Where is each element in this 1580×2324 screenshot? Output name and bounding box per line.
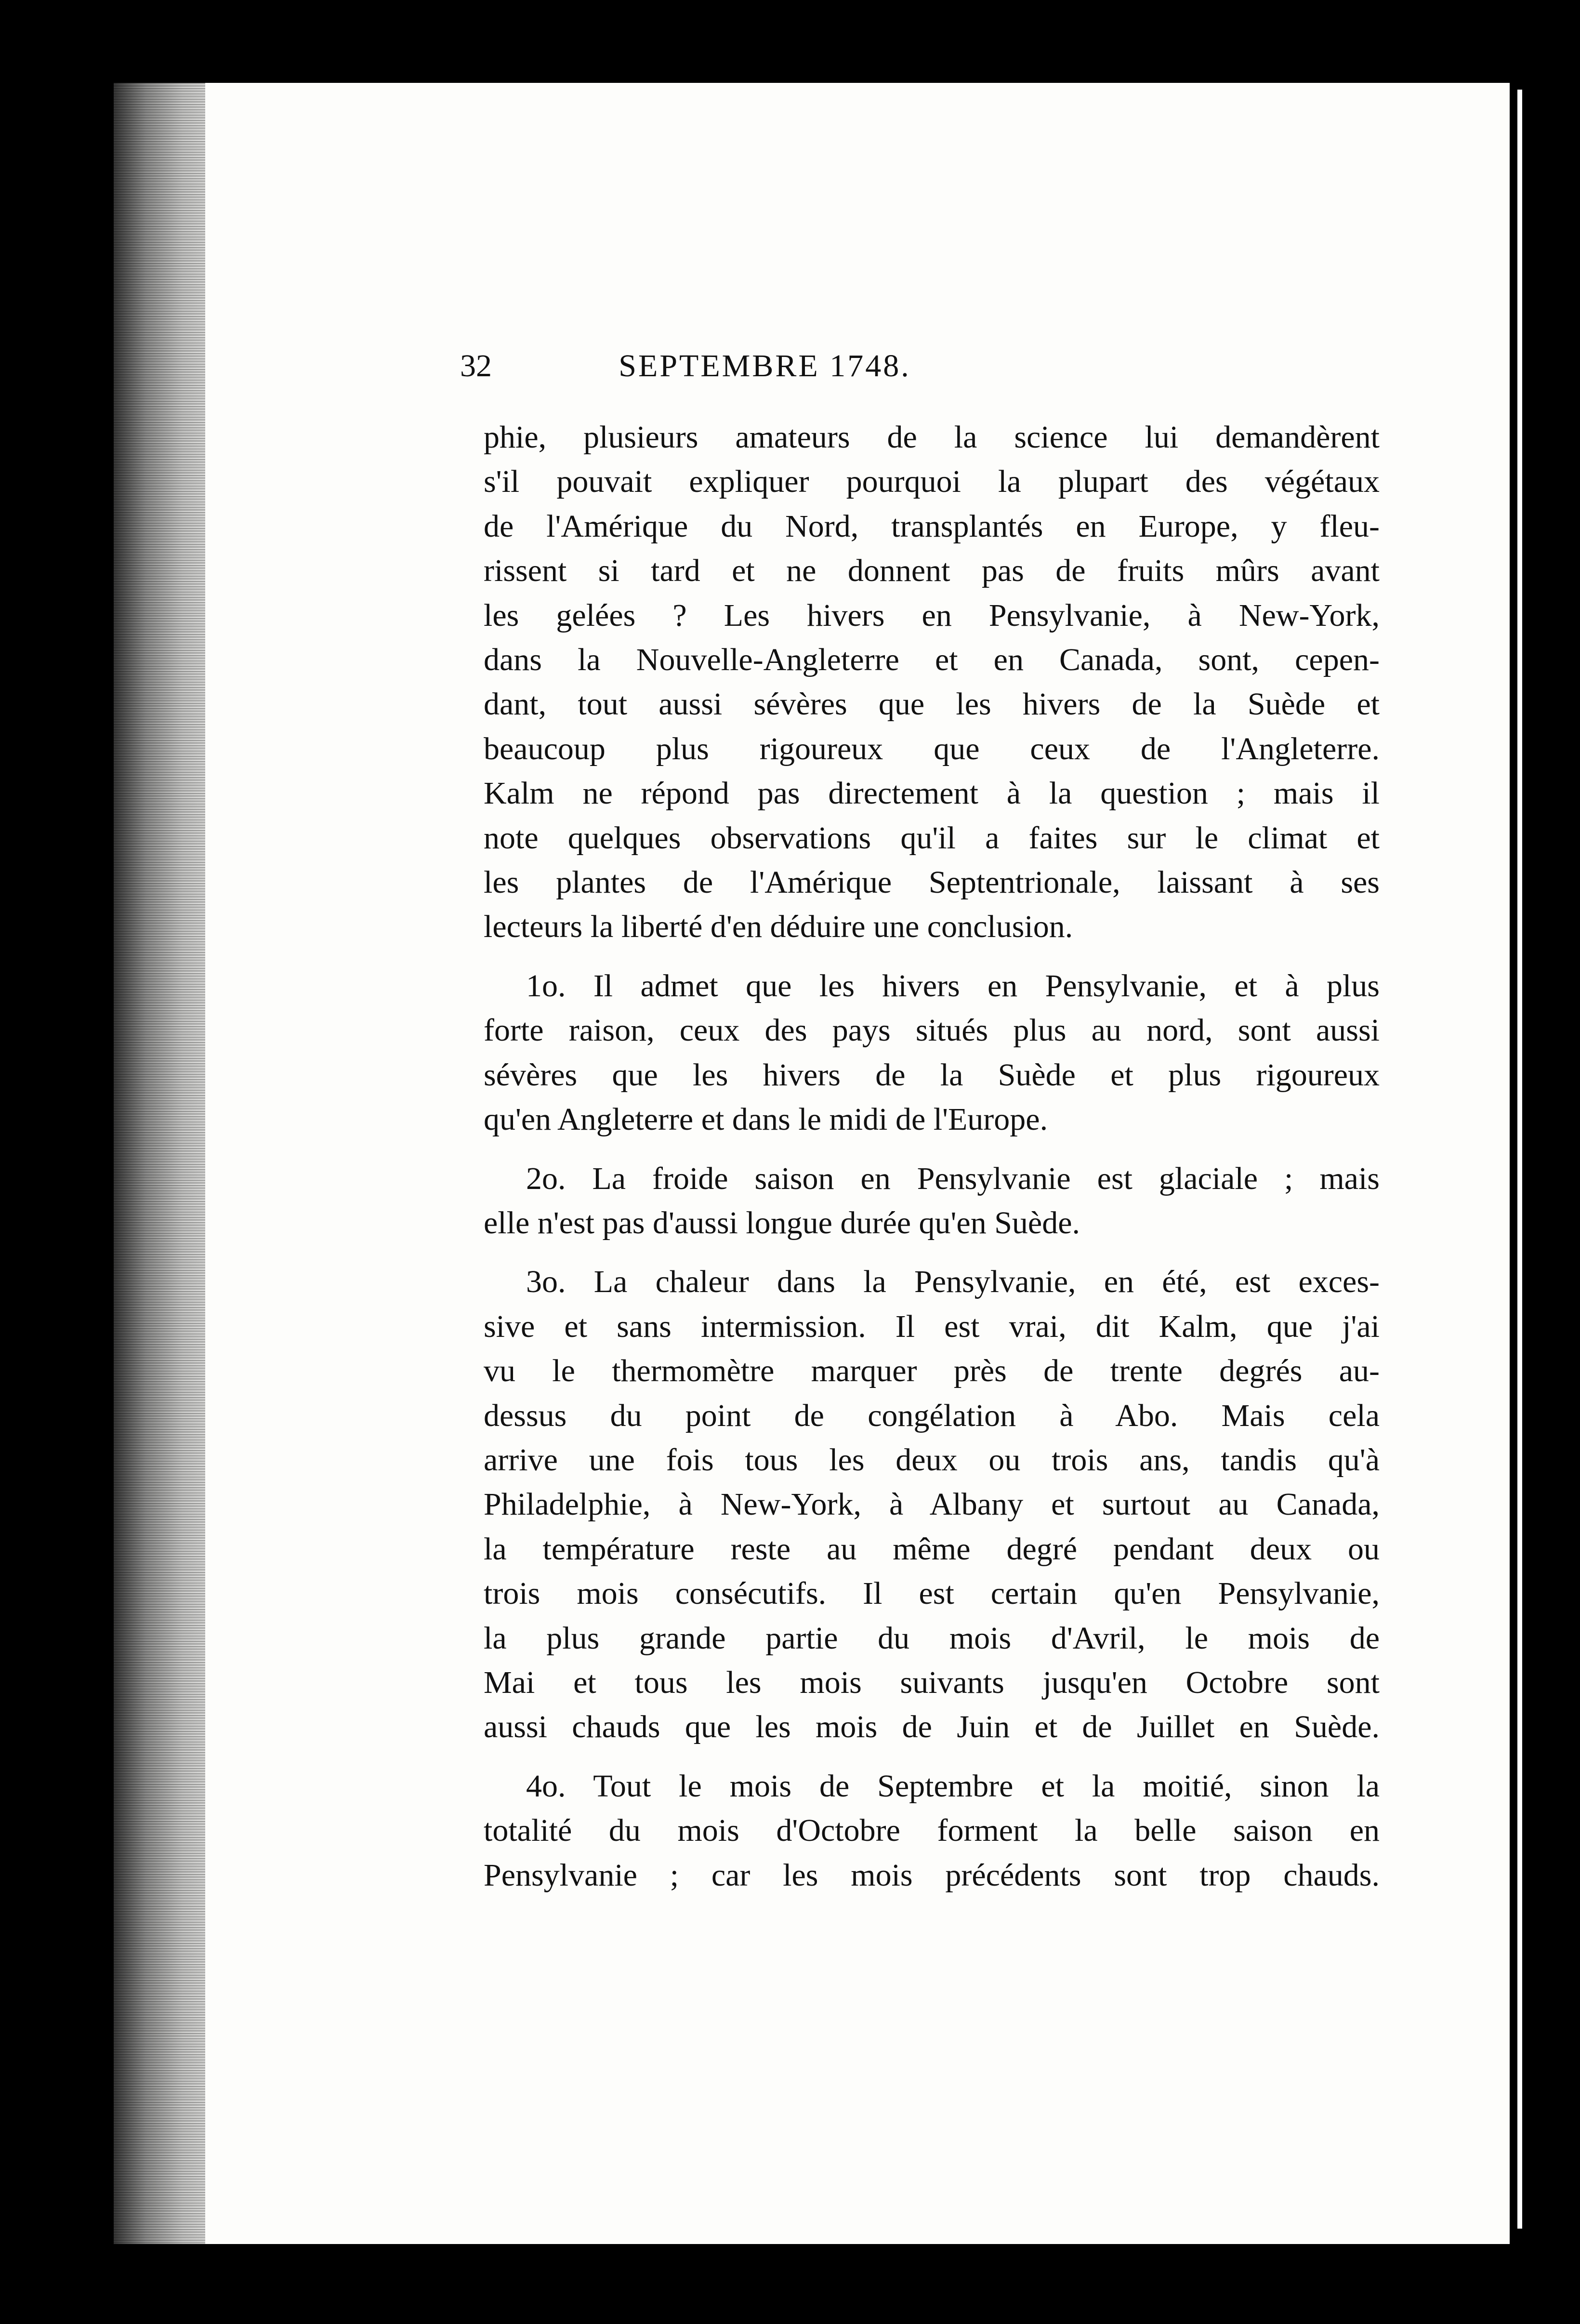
text-line: 4o. Tout le mois de Septembre et la moitié, sinon la <box>526 1768 1380 1804</box>
text-line: arrive une fois tous les deux ou trois ans, tandis qu'à <box>484 1442 1380 1478</box>
text-line: totalité du mois d'Octobre forment la belle saison en <box>484 1813 1380 1849</box>
text-line: phie, plusieurs amateurs de la science lui demandèrent <box>484 420 1380 455</box>
text-line: aussi chauds que les mois de Juin et de Juillet en Suède. <box>484 1709 1380 1745</box>
scan-binding-edge <box>114 83 205 2244</box>
text-line: lecteurs la liberté d'en déduire une conclusion. <box>484 909 1073 945</box>
text-line: dessus du point de congélation à Abo. Mais cela <box>484 1398 1380 1433</box>
text-line: note quelques observations qu'il a faites sur le climat et <box>484 820 1380 856</box>
text-line: Pensylvanie ; car les mois précédents sont trop chauds. <box>484 1857 1380 1893</box>
paragraph-4 <box>484 1260 1380 1749</box>
text-line: les plantes de l'Amérique Septentrionale, laissant à ses <box>484 865 1380 900</box>
text-line: rissent si tard et ne donnent pas de fruits mûrs avant <box>484 553 1380 589</box>
running-head <box>460 348 1069 382</box>
text-line: forte raison, ceux des pays situés plus au nord, sont aussi <box>484 1013 1380 1048</box>
text-line: de l'Amérique du Nord, transplantés en Europe, y fleu- <box>484 508 1380 544</box>
paragraph-2 <box>484 964 1380 1142</box>
text-line: dans la Nouvelle-Angleterre et en Canada, sont, cepen- <box>484 642 1380 678</box>
text-line: 2o. La froide saison en Pensylvanie est glaciale ; mais <box>526 1161 1380 1196</box>
scan-border-bar <box>1517 90 1556 2229</box>
text-line: 1o. Il admet que les hivers en Pensylvanie, et à plus <box>526 968 1380 1004</box>
text-line: qu'en Angleterre et dans le midi de l'Europe. <box>484 1102 1048 1137</box>
text-line: les gelées ? Les hivers en Pensylvanie, à New-York, <box>484 597 1380 633</box>
text-line: dant, tout aussi sévères que les hivers de la Suède et <box>484 687 1380 722</box>
paragraph-5 <box>484 1764 1380 1898</box>
body-text <box>484 415 1380 1898</box>
running-head-title: SEPTEMBRE 1748. <box>619 348 911 383</box>
text-line: s'il pouvait expliquer pourquoi la plupart des végétaux <box>484 464 1380 500</box>
text-line: la plus grande partie du mois d'Avril, le mois de <box>484 1620 1380 1656</box>
text-line: sive et sans intermission. Il est vrai, dit Kalm, que j'ai <box>484 1308 1380 1344</box>
paragraph-1 <box>484 415 1380 950</box>
page-number: 32 <box>460 348 492 383</box>
text-line: Mai et tous les mois suivants jusqu'en Octobre sont <box>484 1664 1380 1700</box>
text-line: Kalm ne répond pas directement à la question ; mais il <box>484 776 1380 811</box>
text-line: la température reste au même degré pendant deux ou <box>484 1531 1380 1567</box>
paragraph-3 <box>484 1157 1380 1246</box>
text-line: 3o. La chaleur dans la Pensylvanie, en été, est exces- <box>526 1264 1380 1300</box>
text-line: elle n'est pas d'aussi longue durée qu'en Suède. <box>484 1205 1080 1241</box>
text-line: trois mois consécutifs. Il est certain qu'en Pensylvanie, <box>484 1576 1380 1611</box>
text-line: sévères que les hivers de la Suède et plus rigoureux <box>484 1057 1380 1093</box>
text-line: beaucoup plus rigoureux que ceux de l'Angleterre. <box>484 731 1380 766</box>
text-line: vu le thermomètre marquer près de trente degrés au- <box>484 1353 1380 1389</box>
text-line: Philadelphie, à New-York, à Albany et surtout au Canada, <box>484 1487 1380 1522</box>
